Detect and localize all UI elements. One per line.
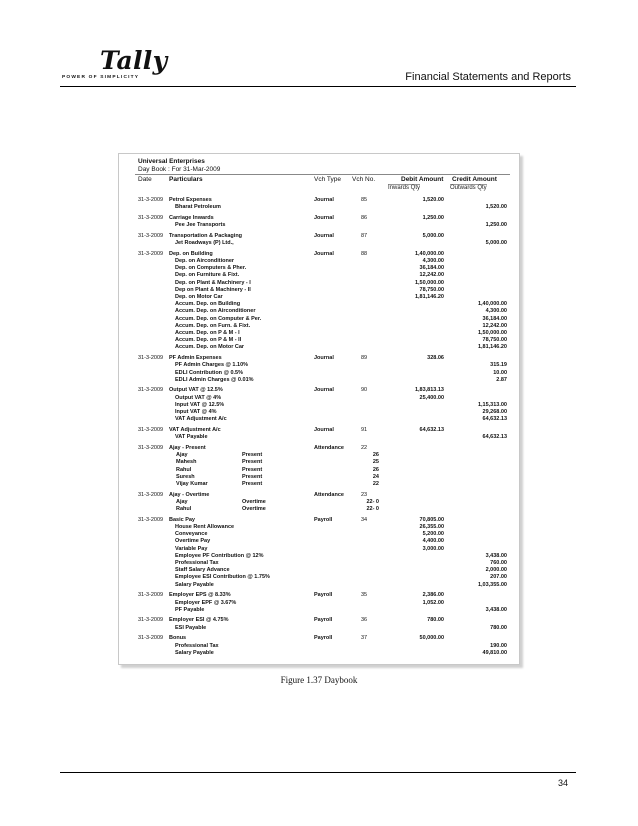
row-particulars: Accum. Dep. on Computer & Per. (175, 315, 262, 322)
table-row (119, 474, 519, 481)
row-date: 31-3-2009 (138, 232, 164, 239)
row-credit: 207.00 (490, 574, 507, 581)
table-row (119, 517, 519, 524)
row-quantity: 24 (372, 473, 379, 480)
row-particulars: Rahul (176, 506, 192, 513)
row-vch-type: Payroll (314, 516, 333, 523)
row-attendance-type: Overtime (242, 498, 266, 505)
table-row (119, 362, 519, 369)
col-vchno-header: Vch No. (352, 176, 376, 183)
row-credit: 29,268.00 (482, 409, 507, 416)
row-vch-type: Journal (314, 250, 334, 257)
row-vch-no: 36 (360, 617, 368, 624)
row-debit: 2,386.00 (422, 592, 444, 599)
table-row (119, 607, 519, 614)
table-row (119, 337, 519, 344)
table-row (119, 538, 519, 545)
row-particulars: Accum. Dep. on P & M - I (175, 329, 240, 336)
row-particulars: Employer ESI @ 4.75% (169, 617, 229, 624)
row-particulars: Basic Pay (169, 516, 195, 523)
table-row (119, 427, 519, 434)
row-debit: 64,632.13 (419, 427, 444, 433)
table-row (119, 481, 519, 488)
row-particulars: Ajay (176, 498, 188, 505)
row-particulars: Accum. Dep. on Airconditioner (175, 308, 256, 315)
row-debit: 1,83,813.13 (414, 387, 444, 394)
table-row (119, 452, 519, 459)
row-particulars: Employer EPS @ 8.33% (169, 592, 231, 599)
col-debit-header: Debit Amount (401, 176, 444, 183)
row-debit: 5,200.00 (422, 531, 444, 538)
row-particulars: Salary Payable (175, 581, 214, 588)
row-vch-no: 89 (360, 355, 368, 362)
row-debit: 26,355.00 (419, 524, 444, 531)
row-attendance-type: Present (242, 452, 263, 459)
row-debit: 50,000.00 (419, 635, 444, 642)
table-row (119, 204, 519, 211)
row-credit: 1,50,000.00 (477, 329, 507, 336)
row-date: 31-3-2009 (138, 355, 164, 362)
row-credit: 5,000.00 (485, 240, 507, 247)
row-particulars: Staff Salary Advance (175, 567, 230, 574)
table-row (119, 650, 519, 657)
table-row (119, 222, 519, 229)
row-particulars: Dep. on Plant & Machinery - I (175, 279, 251, 286)
row-debit: 25,400.00 (419, 394, 444, 401)
row-particulars: Accum. Dep. on Building (175, 301, 241, 308)
col-particulars-header: Particulars (169, 176, 203, 183)
col-date-header: Date (138, 176, 152, 183)
row-debit: 1,81,146.20 (414, 294, 444, 301)
table-row (119, 330, 519, 337)
table-row (119, 251, 519, 258)
table-row (119, 301, 519, 308)
row-debit: 1,520.00 (422, 197, 444, 203)
row-particulars: Suresh (176, 473, 195, 480)
row-credit: 64,632.13 (482, 416, 507, 423)
table-row (119, 499, 519, 506)
row-particulars: Professional Tax (175, 642, 219, 649)
row-particulars: PF Admin Charges @ 1.10% (175, 362, 249, 369)
row-particulars: Pee Jee Transports (175, 222, 226, 229)
row-particulars: VAT Adjustment A/c (169, 427, 221, 433)
row-debit: 4,300.00 (422, 258, 444, 265)
table-row (119, 197, 519, 204)
row-credit: 2,000.00 (485, 567, 507, 574)
footer-divider (60, 772, 576, 773)
row-particulars: Carriage Inwards (169, 214, 214, 221)
row-particulars: Overtime Pay (175, 538, 211, 545)
row-vch-no: 34 (360, 516, 368, 523)
row-particulars: Output VAT @ 4% (175, 394, 222, 401)
row-debit: 1,250.00 (422, 214, 444, 221)
row-particulars: Input VAT @ 4% (175, 409, 217, 416)
row-particulars: Employee ESI Contribution @ 1.75% (175, 574, 270, 581)
row-credit: 1,15,313.00 (477, 401, 507, 408)
row-credit: 2.87 (496, 376, 507, 383)
row-attendance-type: Present (242, 466, 263, 473)
row-quantity: 22- 0 (366, 506, 379, 513)
col-outwards-header: Outwards Qty (450, 185, 487, 191)
logo-tagline: POWER OF SIMPLICITY (62, 75, 140, 80)
row-date: 31-3-2009 (138, 387, 164, 394)
table-row (119, 643, 519, 650)
row-particulars: Accum. Dep. on Motor Car (175, 344, 245, 351)
table-row (119, 617, 519, 624)
row-debit: 3,000.00 (422, 545, 444, 552)
row-particulars: Petrol Expenses (169, 197, 212, 203)
table-row (119, 280, 519, 287)
table-row (119, 635, 519, 642)
row-date: 31-3-2009 (138, 592, 164, 599)
row-vch-type: Journal (314, 197, 334, 203)
report-subtitle: Day Book : For 31-Mar-2009 (138, 166, 221, 173)
daybook-rows (119, 197, 519, 657)
tally-logo (62, 46, 168, 80)
table-row (119, 272, 519, 279)
table-row (119, 287, 519, 294)
header-divider (60, 86, 576, 87)
row-vch-no: 88 (360, 250, 368, 257)
table-row (119, 294, 519, 301)
row-debit: 36,184.00 (419, 265, 444, 272)
row-particulars: Mahesh (176, 459, 197, 466)
table-row (119, 344, 519, 351)
table-row (119, 567, 519, 574)
row-date: 31-3-2009 (138, 491, 164, 498)
row-particulars: EDLI Contribution @ 0.5% (175, 369, 244, 376)
row-particulars: Vijay Kumar (176, 480, 208, 487)
table-row (119, 560, 519, 567)
row-particulars: VAT Adjustment A/c (175, 416, 227, 423)
row-date: 31-3-2009 (138, 427, 164, 433)
figure-caption: Figure 1.37 Daybook (280, 675, 358, 685)
row-vch-type: Payroll (314, 617, 333, 624)
row-attendance-type: Overtime (242, 506, 266, 513)
col-vchtype-header: Vch Type (314, 176, 341, 183)
row-debit: 780.00 (427, 617, 444, 624)
row-particulars: Jet Roadways (P) Ltd., (175, 240, 234, 247)
row-particulars: PF Payable (175, 606, 205, 613)
table-row (119, 506, 519, 513)
row-particulars: Transportation & Packaging (169, 232, 243, 239)
row-vch-type: Attendance (314, 491, 344, 498)
row-particulars: Variable Pay (175, 545, 208, 552)
page-number: 34 (557, 778, 568, 788)
row-credit: 315.19 (490, 362, 507, 369)
row-vch-type: Journal (314, 232, 334, 239)
table-row (119, 434, 519, 441)
row-particulars: Ajay (176, 452, 188, 459)
row-date: 31-3-2009 (138, 197, 164, 203)
row-credit: 780.00 (490, 624, 507, 631)
table-row (119, 233, 519, 240)
table-row (119, 553, 519, 560)
table-row (119, 445, 519, 452)
table-row (119, 574, 519, 581)
table-row (119, 402, 519, 409)
row-particulars: Rahul (176, 466, 192, 473)
row-particulars: Bonus (169, 635, 187, 642)
row-vch-no: 91 (360, 427, 368, 433)
company-name: Universal Enterprises (138, 158, 205, 165)
row-particulars: Input VAT @ 12.5% (175, 401, 225, 408)
table-row (119, 387, 519, 394)
row-particulars: Conveyance (175, 531, 208, 538)
table-row (119, 625, 519, 632)
row-debit: 1,50,000.00 (414, 279, 444, 286)
table-row (119, 524, 519, 531)
row-debit: 4,400.00 (422, 538, 444, 545)
row-credit: 78,750.00 (482, 337, 507, 344)
row-credit: 760.00 (490, 559, 507, 566)
table-row (119, 308, 519, 315)
table-row (119, 459, 519, 466)
col-credit-header: Credit Amount (452, 176, 497, 183)
col-inwards-header: Inwards Qty (388, 185, 421, 191)
row-credit: 3,438.00 (485, 606, 507, 613)
row-particulars: Dep on Plant & Machinery - II (175, 286, 251, 293)
row-particulars: Dep. on Building (169, 250, 213, 257)
table-row (119, 265, 519, 272)
row-particulars: Accum. Dep. on P & M - II (175, 337, 242, 344)
row-particulars: Ajay - Overtime (169, 491, 210, 498)
table-row (119, 600, 519, 607)
row-credit: 10.00 (493, 369, 507, 376)
row-credit: 1,03,355.00 (477, 581, 507, 588)
row-particulars: EDLI Admin Charges @ 0.01% (175, 376, 254, 383)
row-attendance-type: Present (242, 473, 263, 480)
row-particulars: Bharat Petroleum (175, 204, 221, 211)
row-particulars: Salary Payable (175, 649, 214, 656)
row-quantity: 25 (372, 459, 379, 466)
row-date: 31-3-2009 (138, 635, 164, 642)
row-vch-type: Journal (314, 214, 334, 221)
row-date: 31-3-2009 (138, 250, 164, 257)
row-particulars: Employee PF Contribution @ 12% (175, 552, 264, 559)
row-particulars: ESI Payable (175, 624, 207, 631)
row-attendance-type: Present (242, 480, 263, 487)
row-vch-no: 86 (360, 214, 368, 221)
row-particulars: House Rent Allowance (175, 524, 235, 531)
row-particulars: Employer EPF @ 3.67% (175, 599, 237, 606)
row-particulars: Dep. on Airconditioner (175, 258, 235, 265)
row-particulars: Dep. on Computers & Pher. (175, 265, 247, 272)
row-debit: 78,750.00 (419, 286, 444, 293)
row-date: 31-3-2009 (138, 214, 164, 221)
row-date: 31-3-2009 (138, 617, 164, 624)
table-row (119, 370, 519, 377)
row-vch-type: Payroll (314, 635, 333, 642)
row-vch-no: 90 (360, 387, 368, 394)
row-quantity: 26 (372, 452, 379, 459)
row-credit: 1,520.00 (485, 204, 507, 211)
row-quantity: 22- 0 (366, 498, 379, 505)
row-debit: 1,052.00 (422, 599, 444, 606)
table-row (119, 492, 519, 499)
table-row (119, 215, 519, 222)
row-credit: 3,438.00 (485, 552, 507, 559)
qty-header-row (388, 183, 510, 192)
table-row (119, 409, 519, 416)
table-row (119, 258, 519, 265)
row-debit: 1,40,000.00 (414, 250, 444, 257)
logo-wordmark: Tally (100, 46, 168, 75)
row-credit: 1,40,000.00 (477, 301, 507, 308)
row-debit: 5,000.00 (422, 232, 444, 239)
row-particulars: PF Admin Expenses (169, 355, 222, 362)
row-date: 31-3-2009 (138, 444, 164, 451)
row-vch-no: 23 (360, 491, 368, 498)
table-row (119, 323, 519, 330)
row-debit: 70,805.00 (419, 516, 444, 523)
table-row (119, 531, 519, 538)
daybook-screenshot (118, 153, 520, 665)
row-particulars: Professional Tax (175, 559, 219, 566)
row-vch-no: 87 (360, 232, 368, 239)
row-credit: 49,810.00 (482, 649, 507, 656)
row-particulars: Dep. on Furniture & Fixt. (175, 272, 240, 279)
row-date: 31-3-2009 (138, 516, 164, 523)
row-credit: 4,300.00 (485, 308, 507, 315)
row-credit: 1,81,146.20 (477, 344, 507, 351)
table-row (119, 546, 519, 553)
table-row (119, 395, 519, 402)
row-credit: 36,184.00 (482, 315, 507, 322)
row-particulars: Dep. on Motor Car (175, 294, 223, 301)
row-attendance-type: Present (242, 459, 263, 466)
row-vch-no: 35 (360, 592, 368, 599)
row-credit: 12,242.00 (482, 322, 507, 329)
row-vch-no: 85 (360, 197, 368, 203)
row-vch-type: Journal (314, 387, 334, 394)
page-header-title: Financial Statements and Reports (405, 71, 571, 83)
row-vch-no: 37 (360, 635, 368, 642)
row-debit: 12,242.00 (419, 272, 444, 279)
row-vch-no: 22 (360, 444, 368, 451)
row-credit: 64,632.13 (482, 434, 507, 441)
table-row (119, 467, 519, 474)
row-vch-type: Journal (314, 427, 334, 433)
table-row (119, 592, 519, 599)
row-particulars: Ajay - Present (169, 444, 206, 451)
row-credit: 1,250.00 (485, 222, 507, 229)
row-quantity: 26 (372, 466, 379, 473)
row-particulars: Accum. Dep. on Furn. & Fixt. (175, 322, 251, 329)
row-credit: 190.00 (490, 642, 507, 649)
table-row (119, 316, 519, 323)
row-quantity: 22 (372, 480, 379, 487)
row-vch-type: Payroll (314, 592, 333, 599)
row-particulars: VAT Payable (175, 434, 208, 441)
table-row (119, 240, 519, 247)
table-row (119, 355, 519, 362)
row-debit: 328.06 (427, 355, 444, 362)
table-row (119, 377, 519, 384)
table-row (119, 416, 519, 423)
row-vch-type: Attendance (314, 444, 344, 451)
row-particulars: Output VAT @ 12.5% (169, 387, 223, 394)
table-row (119, 582, 519, 589)
row-vch-type: Journal (314, 355, 334, 362)
